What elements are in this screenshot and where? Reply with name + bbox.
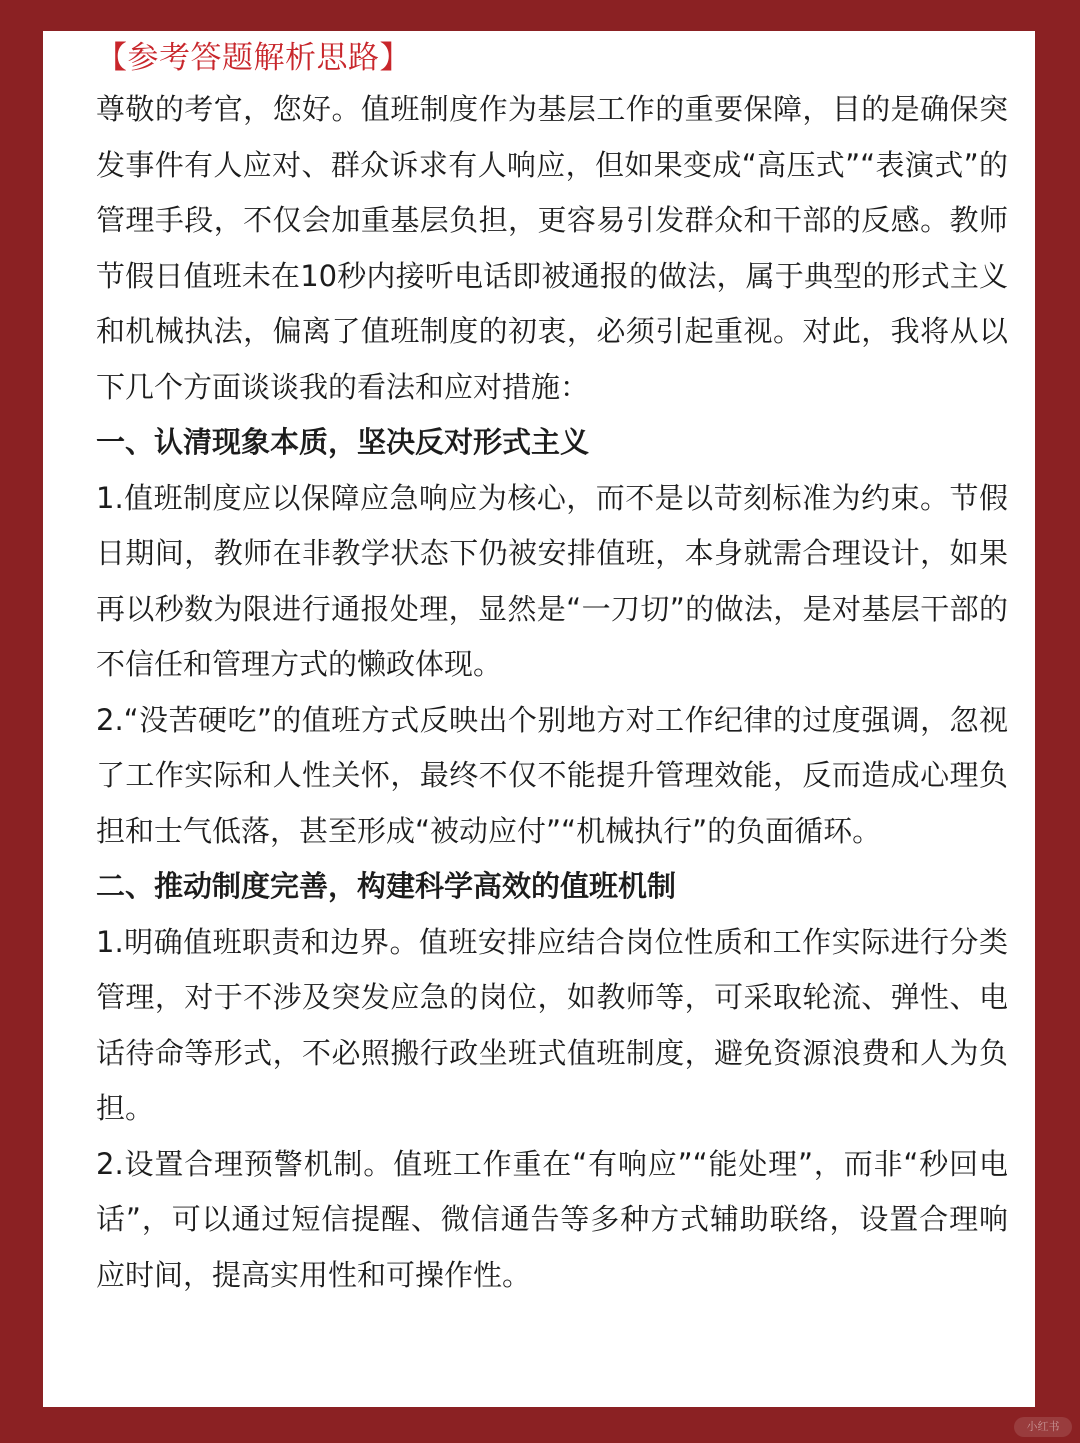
document-content bbox=[96, 35, 1008, 1303]
intro-paragraph: 尊敬的考官，您好。值班制度作为基层工作的重要保障，目的是确保突发事件有人应对、群众诉求有人响应，但如果变成“高压式”“表演式”的管理手段，不仅会加重基层负担，更容易引发群众和干部的反感。教师节假日值班未在10秒内接听电话即被通报的做法，属于典型的形式主义和机械执法，偏离了值班制度的初衷，必须引起重视。对此，我将从以下几个方面谈谈我的看法和应对措施： bbox=[96, 92, 1008, 404]
section-heading: 一、认清现象本质，坚决反对形式主义 bbox=[96, 425, 590, 459]
section-point: 2.“没苦硬吃”的值班方式反映出个别地方对工作纪律的过度强调，忽视了工作实际和人性关怀，最终不仅不能提升管理效能，反而造成心理负担和士气低落，甚至形成“被动应付”“机械执行”的负面循环。 bbox=[96, 702, 1008, 848]
document-title: 【参考答题解析思路】 bbox=[96, 40, 411, 76]
section-point: 1.值班制度应以保障应急响应为核心，而不是以苛刻标准为约束。节假日期间，教师在非教学状态下仍被安排值班，本身就需合理设计，如果再以秒数为限进行通报处理，显然是“一刀切”的做法，是对基层干部的不信任和管理方式的懒政体现。 bbox=[96, 480, 1008, 681]
section-point: 2.设置合理预警机制。值班工作重在“有响应”“能处理”，而非“秒回电话”，可以通过短信提醒、微信通告等多种方式辅助联络，设置合理响应时间，提高实用性和可操作性。 bbox=[96, 1146, 1008, 1292]
section-point: 1.明确值班职责和边界。值班安排应结合岗位性质和工作实际进行分类管理，对于不涉及突发应急的岗位，如教师等，可采取轮流、弹性、电话待命等形式，不必照搬行政坐班式值班制度，避免资源浪费和人为负担。 bbox=[96, 924, 1008, 1125]
section-2 bbox=[96, 859, 1008, 1303]
section-1 bbox=[96, 415, 1008, 859]
watermark-logo: 小红书 bbox=[1014, 1417, 1072, 1437]
document-page bbox=[43, 31, 1035, 1407]
section-heading: 二、推动制度完善，构建科学高效的值班机制 bbox=[96, 869, 677, 903]
